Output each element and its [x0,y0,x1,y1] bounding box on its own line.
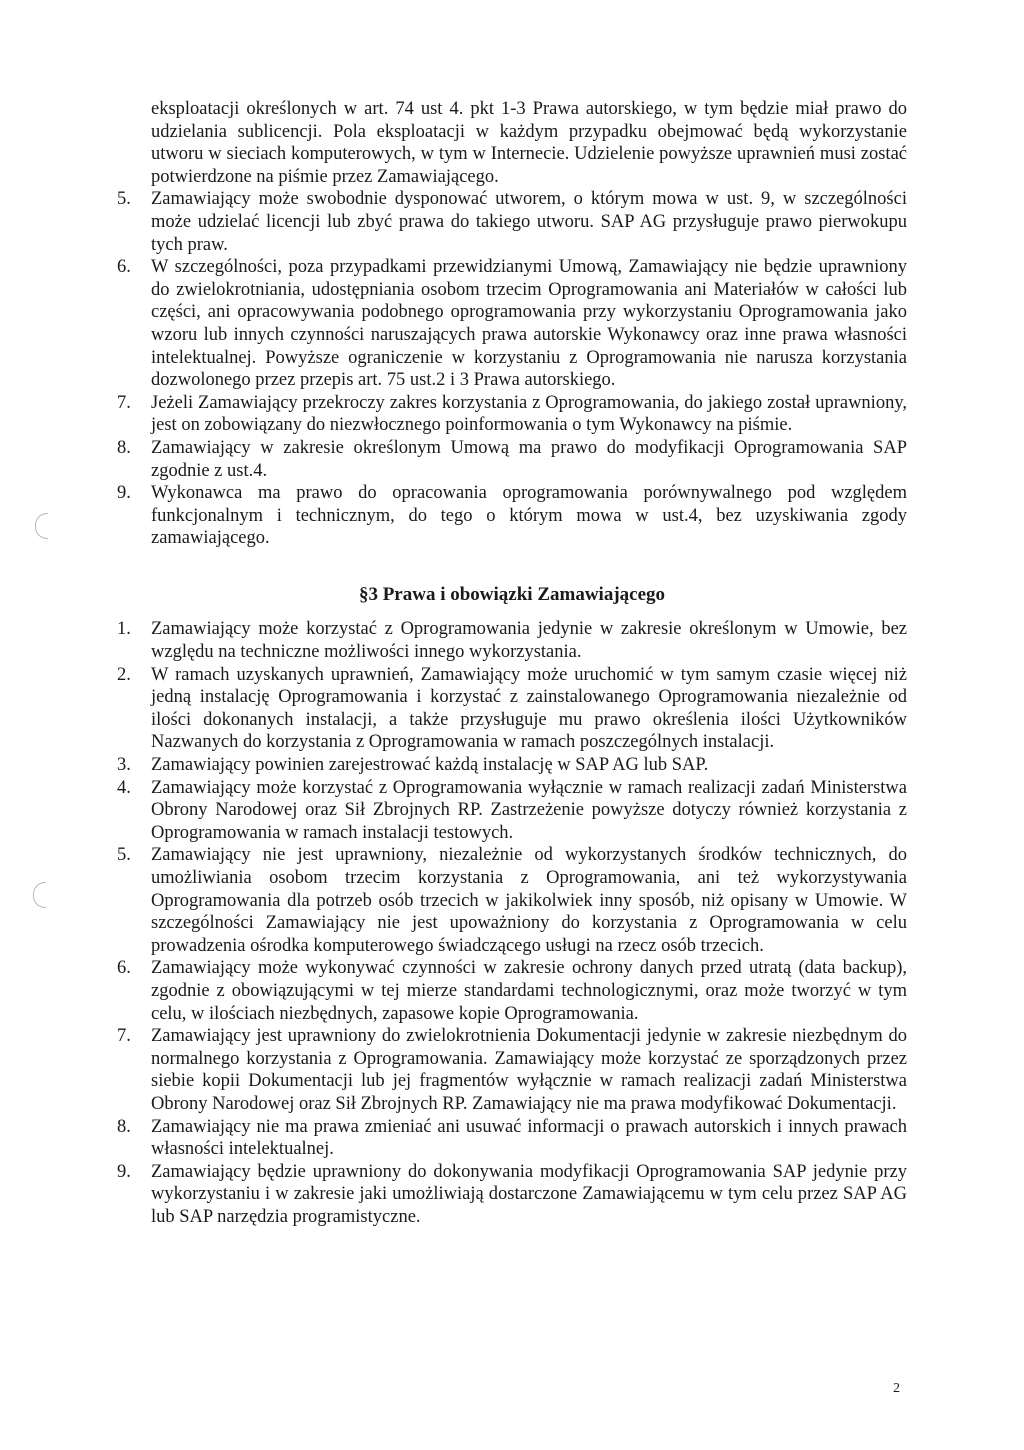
section3-list [117,618,907,1228]
item-number: 2. [117,664,131,685]
list-item [117,188,907,256]
item-text: W szczególności, poza przypadkami przewidzianymi Umową, Zamawiający nie będzie uprawniony do zwielokrotniania, udostępniania osobom trzecim Oprogramowania ani Materiałów w całości lub części, ani opracowywania podobnego oprogramowania przy wykorzystaniu Oprogramowania jako wzoru lub innych czynności naruszających prawa autorskie Wykonawcy oraz inne prawa własności intelektualnej. Powyższe ograniczenie w korzystaniu z Oprogramowania nie narusza korzystania dozwolonego przez przepis art. 75 ust.2 i 3 Prawa autorskiego. [151,257,907,391]
item-text: Zamawiający może korzystać z Oprogramowania jedynie w zakresie określonym w Umowie, bez względu na techniczne możliwości innego wykorzystania. [151,619,907,663]
section-heading: §3 Prawa i obowiązki Zamawiającego [358,583,666,605]
item-text: Zamawiający nie jest uprawniony, niezależnie od wykorzystanych środków technicznych, do umożliwiania osobom trzecim korzystania z Oprogramowania, ani też wykorzystywania Oprogramowania dla potrzeb osób trzecich w jakikolwiek inny sposób, niż opisany w Umowie. W szczególności Zamawiający nie jest upoważniony do korzystania z Oprogramowania w celu prowadzenia ośrodka komputerowego świadczącego usługi na rzecz osób trzecich. [151,845,907,956]
item-text: Zamawiający będzie uprawniony do dokonywania modyfikacji Oprogramowania SAP jedynie przy wykorzystaniu i w zakresie jaki umożliwiają dostarczone Zamawiającemu w tym celu przez SAP AG lub SAP narzędzia programistyczne. [151,1161,907,1227]
item-number: 1. [117,619,131,640]
item-text: Zamawiający w zakresie określonym Umową ma prawo do modyfikacji Oprogramowania SAP zgodnie z ust.4. [151,437,907,481]
list-item [117,1116,907,1161]
item-text: Zamawiający może swobodnie dysponować utworem, o którym mowa w ust. 9, w szczególności może udzielać licencji lub zbyć prawa do takiego utworu. SAP AG przysługuje prawo pierwokupu tych praw. [151,189,907,255]
page-number: 2 [893,1381,900,1396]
list-item [117,437,907,482]
list-item [117,1161,907,1229]
intro-paragraph: eksploatacji określonych w art. 74 ust 4. pkt 1-3 Prawa autorskiego, w tym będzie miał prawo do udzielania sublicencji. Pola eksploatacji w każdym przypadku obejmować będą wykorzystanie utworu w sieciach komputerowych, w tym w Internecie. Udzielenie powyższe uprawnień musi zostać potwierdzone na piśmie przez Zamawiającego. [151,99,907,187]
item-number: 4. [117,777,131,798]
section2-list [117,188,907,550]
item-number: 7. [117,392,131,413]
item-text: Zamawiający nie ma prawa zmieniać ani usuwać informacji o prawach autorskich i innych prawach własności intelektualnej. [151,1116,907,1160]
item-number: 5. [117,189,131,210]
list-item [117,256,907,392]
margin-punch-mark [35,513,48,539]
list-item [117,957,907,1025]
list-item [117,482,907,550]
item-number: 6. [117,958,131,979]
item-number: 6. [117,257,131,278]
item-number: 3. [117,755,131,776]
item-number: 5. [117,845,131,866]
item-text: Zamawiający powinien zarejestrować każdą instalację w SAP AG lub SAP. [151,755,709,776]
document-body [117,98,907,1229]
item-text: Zamawiający może korzystać z Oprogramowania wyłącznie w ramach realizacji zadań Ministerstwa Obrony Narodowej oraz Sił Zbrojnych RP. Zastrzeżenie powyższe dotyczy również korzystania z Oprogramowania w ramach instalacji testowych. [151,777,907,843]
list-item [117,777,907,845]
item-number: 8. [117,437,131,458]
item-number: 7. [117,1026,131,1047]
list-item [117,618,907,663]
list-item [117,664,907,754]
item-number: 9. [117,1161,131,1182]
list-item [117,844,907,957]
item-text: Zamawiający jest uprawniony do zwielokrotnienia Dokumentacji jedynie w zakresie niezbędnym do normalnego korzystania z Oprogramowania. Zamawiający może korzystać ze sporządzonych przez siebie kopii Dokumentacji lub jej fragmentów wyłącznie w ramach realizacji zadań Ministerstwa Obrony Narodowej oraz Sił Zbrojnych RP. Zamawiający nie ma prawa modyfikować Dokumentacji. [151,1026,907,1114]
item-text: W ramach uzyskanych uprawnień, Zamawiający może uruchomić w tym samym czasie więcej niż jedną instalację Oprogramowania i korzystać z zainstalowanego Oprogramowania niezależnie od ilości dokonanych instalacji, a także przysługuje mu prawo określenia ilości Użytkowników Nazwanych do korzystania z Oprogramowania w ramach poszczególnych instalacji. [151,664,907,753]
item-number: 8. [117,1116,131,1137]
list-item [117,1025,907,1115]
list-item [117,754,907,777]
list-item [117,392,907,437]
item-text: Jeżeli Zamawiający przekroczy zakres korzystania z Oprogramowania, do jakiego został uprawniony, jest on zobowiązany do niezwłocznego poinformowania o tym Wykonawcy na piśmie. [151,392,907,436]
margin-punch-mark [33,882,46,908]
item-text: Zamawiający może wykonywać czynności w zakresie ochrony danych przed utratą (data backup), zgodnie z obowiązującymi w tej mierze standardami technologicznymi, oraz może tworzyć w tym celu, w ilościach niezbędnych, zapasowe kopie Oprogramowania. [151,958,907,1024]
item-text: Wykonawca ma prawo do opracowania oprogramowania porównywalnego pod względem funkcjonalnym i technicznym, do tego o którym mowa w ust.4, bez uzyskiwania zgody zamawiającego. [151,483,907,549]
item-number: 9. [117,483,131,504]
